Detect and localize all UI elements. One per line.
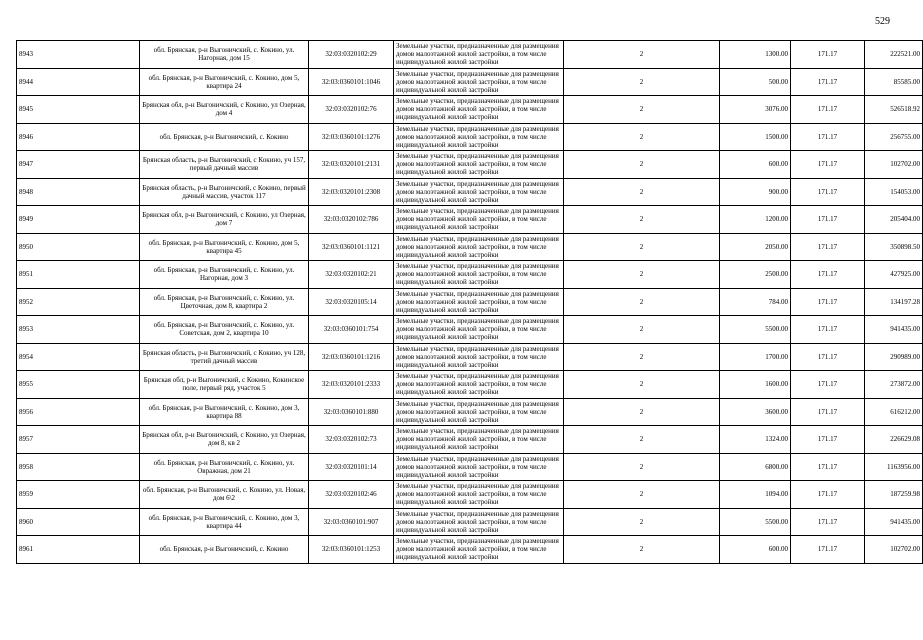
table-row xyxy=(17,371,923,399)
area-cell: 2050.00 xyxy=(720,233,791,261)
cadastral-number-cell: 32:03:0320102:73 xyxy=(309,426,394,454)
row-number-cell: 8946 xyxy=(17,123,140,151)
table-row xyxy=(17,288,923,316)
land-purpose-cell: Земельные участки, предназначенные для размещения домов малоэтажной жилой застройки, в том числе индивидуальной жилой застройки xyxy=(394,233,564,261)
address-cell: обл. Брянская, р-н Выгоничский, с. Кокино xyxy=(140,123,309,151)
specific-value-cell: 171.17 xyxy=(791,96,865,124)
area-cell: 784.00 xyxy=(720,288,791,316)
area-cell: 1200.00 xyxy=(720,206,791,234)
table-row xyxy=(17,96,923,124)
table-row xyxy=(17,206,923,234)
cadastral-value-cell: 941435.00 xyxy=(865,316,923,344)
area-cell: 1324.00 xyxy=(720,426,791,454)
row-number-cell: 8956 xyxy=(17,398,140,426)
address-cell: Брянская обл, р-н Выгоничский, с Кокино, ул Озерная, дом 7 xyxy=(140,206,309,234)
cadastral-number-cell: 32:03:0320102:21 xyxy=(309,261,394,289)
group-cell: 2 xyxy=(564,178,720,206)
group-cell: 2 xyxy=(564,371,720,399)
group-cell: 2 xyxy=(564,96,720,124)
row-number-cell: 8959 xyxy=(17,481,140,509)
specific-value-cell: 171.17 xyxy=(791,288,865,316)
row-number-cell: 8961 xyxy=(17,536,140,564)
area-cell: 1700.00 xyxy=(720,343,791,371)
table-row xyxy=(17,398,923,426)
cadastral-number-cell: 32:03:0320101:2308 xyxy=(309,178,394,206)
land-purpose-cell: Земельные участки, предназначенные для размещения домов малоэтажной жилой застройки, в том числе индивидуальной жилой застройки xyxy=(394,371,564,399)
address-cell: обл. Брянская, р-н Выгоничский, с. Кокино, ул. Цветочная, дом 8, квартира 2 xyxy=(140,288,309,316)
row-number-cell: 8960 xyxy=(17,508,140,536)
row-number-cell: 8950 xyxy=(17,233,140,261)
group-cell: 2 xyxy=(564,288,720,316)
cadastral-number-cell: 32:03:0360101:1276 xyxy=(309,123,394,151)
address-cell: обл. Брянская, р-н Выгоничский, с. Кокино, ул. Овражная, дом 21 xyxy=(140,453,309,481)
land-purpose-cell: Земельные участки, предназначенные для размещения домов малоэтажной жилой застройки, в том числе индивидуальной жилой застройки xyxy=(394,398,564,426)
specific-value-cell: 171.17 xyxy=(791,123,865,151)
address-cell: Брянская обл, р-н Выгоничский, с Кокино, ул Озерная, дом 8, кв 2 xyxy=(140,426,309,454)
address-cell: обл. Брянская, р-н Выгоничский, с. Кокино, ул. Новая, дом 6\2 xyxy=(140,481,309,509)
group-cell: 2 xyxy=(564,398,720,426)
land-purpose-cell: Земельные участки, предназначенные для размещения домов малоэтажной жилой застройки, в том числе индивидуальной жилой застройки xyxy=(394,508,564,536)
area-cell: 500.00 xyxy=(720,68,791,96)
table-row xyxy=(17,536,923,564)
cadastral-number-cell: 32:03:0360101:1253 xyxy=(309,536,394,564)
group-cell: 2 xyxy=(564,508,720,536)
specific-value-cell: 171.17 xyxy=(791,151,865,179)
address-cell: обл. Брянская, р-н Выгоничский, с. Кокино, ул. Советская, дом 2, квартира 10 xyxy=(140,316,309,344)
area-cell: 6800.00 xyxy=(720,453,791,481)
cadastral-value-cell: 941435.00 xyxy=(865,508,923,536)
table-row xyxy=(17,261,923,289)
specific-value-cell: 171.17 xyxy=(791,536,865,564)
table-row xyxy=(17,68,923,96)
land-purpose-cell: Земельные участки, предназначенные для размещения домов малоэтажной жилой застройки, в том числе индивидуальной жилой застройки xyxy=(394,123,564,151)
address-cell: Брянская область, р-н Выгоничский, с Кокино, уч 157, первый дачный массив xyxy=(140,151,309,179)
land-purpose-cell: Земельные участки, предназначенные для размещения домов малоэтажной жилой застройки, в том числе индивидуальной жилой застройки xyxy=(394,288,564,316)
table-row xyxy=(17,151,923,179)
land-purpose-cell: Земельные участки, предназначенные для размещения домов малоэтажной жилой застройки, в том числе индивидуальной жилой застройки xyxy=(394,316,564,344)
cadastral-number-cell: 32:03:0360101:754 xyxy=(309,316,394,344)
row-number-cell: 8954 xyxy=(17,343,140,371)
cadastral-number-cell: 32:03:0320101:2333 xyxy=(309,371,394,399)
table-row xyxy=(17,41,923,69)
area-cell: 2500.00 xyxy=(720,261,791,289)
cadastral-number-cell: 32:03:0360101:1046 xyxy=(309,68,394,96)
cadastral-number-cell: 32:03:0320101:2131 xyxy=(309,151,394,179)
group-cell: 2 xyxy=(564,481,720,509)
specific-value-cell: 171.17 xyxy=(791,426,865,454)
cadastral-value-cell: 350898.50 xyxy=(865,233,923,261)
area-cell: 600.00 xyxy=(720,151,791,179)
land-purpose-cell: Земельные участки, предназначенные для размещения домов малоэтажной жилой застройки, в том числе индивидуальной жилой застройки xyxy=(394,261,564,289)
cadastral-number-cell: 32:03:0320105:14 xyxy=(309,288,394,316)
land-purpose-cell: Земельные участки, предназначенные для размещения домов малоэтажной жилой застройки, в том числе индивидуальной жилой застройки xyxy=(394,343,564,371)
table-row xyxy=(17,453,923,481)
area-cell: 3076.00 xyxy=(720,96,791,124)
row-number-cell: 8943 xyxy=(17,41,140,69)
row-number-cell: 8955 xyxy=(17,371,140,399)
group-cell: 2 xyxy=(564,68,720,96)
land-purpose-cell: Земельные участки, предназначенные для размещения домов малоэтажной жилой застройки, в том числе индивидуальной жилой застройки xyxy=(394,206,564,234)
specific-value-cell: 171.17 xyxy=(791,398,865,426)
cadastral-value-cell: 205404.00 xyxy=(865,206,923,234)
group-cell: 2 xyxy=(564,41,720,69)
cadastral-value-cell: 616212.00 xyxy=(865,398,923,426)
cadastral-value-cell: 222521.00 xyxy=(865,41,923,69)
land-purpose-cell: Земельные участки, предназначенные для размещения домов малоэтажной жилой застройки, в том числе индивидуальной жилой застройки xyxy=(394,453,564,481)
land-purpose-cell: Земельные участки, предназначенные для размещения домов малоэтажной жилой застройки, в том числе индивидуальной жилой застройки xyxy=(394,426,564,454)
land-purpose-cell: Земельные участки, предназначенные для размещения домов малоэтажной жилой застройки, в том числе индивидуальной жилой застройки xyxy=(394,536,564,564)
row-number-cell: 8945 xyxy=(17,96,140,124)
group-cell: 2 xyxy=(564,233,720,261)
area-cell: 5500.00 xyxy=(720,316,791,344)
page-number: 529 xyxy=(875,16,890,27)
group-cell: 2 xyxy=(564,206,720,234)
cadastral-value-cell: 526518.92 xyxy=(865,96,923,124)
group-cell: 2 xyxy=(564,261,720,289)
row-number-cell: 8944 xyxy=(17,68,140,96)
table-row xyxy=(17,316,923,344)
cadastral-value-cell: 85585.00 xyxy=(865,68,923,96)
area-cell: 3600.00 xyxy=(720,398,791,426)
address-cell: обл. Брянская, р-н Выгоничский, с. Кокино, дом 5, квартира 24 xyxy=(140,68,309,96)
cadastral-value-table xyxy=(16,40,923,564)
address-cell: обл. Брянская, р-н Выгоничский, с. Кокино, дом 3, квартира 44 xyxy=(140,508,309,536)
cadastral-number-cell: 32:03:0320102:46 xyxy=(309,481,394,509)
address-cell: Брянская область, р-н Выгоничский, с Кокино, уч 128, третий дачный массив xyxy=(140,343,309,371)
cadastral-value-cell: 102702.00 xyxy=(865,536,923,564)
row-number-cell: 8952 xyxy=(17,288,140,316)
group-cell: 2 xyxy=(564,123,720,151)
table-row xyxy=(17,481,923,509)
area-cell: 1094.00 xyxy=(720,481,791,509)
table-row xyxy=(17,123,923,151)
row-number-cell: 8958 xyxy=(17,453,140,481)
group-cell: 2 xyxy=(564,426,720,454)
area-cell: 1500.00 xyxy=(720,123,791,151)
specific-value-cell: 171.17 xyxy=(791,508,865,536)
group-cell: 2 xyxy=(564,453,720,481)
specific-value-cell: 171.17 xyxy=(791,41,865,69)
area-cell: 600.00 xyxy=(720,536,791,564)
land-purpose-cell: Земельные участки, предназначенные для размещения домов малоэтажной жилой застройки, в том числе индивидуальной жилой застройки xyxy=(394,481,564,509)
specific-value-cell: 171.17 xyxy=(791,481,865,509)
cadastral-value-cell: 427925.00 xyxy=(865,261,923,289)
row-number-cell: 8947 xyxy=(17,151,140,179)
address-cell: обл. Брянская, р-н Выгоничский, с. Кокино, дом 3, квартира 88 xyxy=(140,398,309,426)
cadastral-number-cell: 32:03:0320101:14 xyxy=(309,453,394,481)
cadastral-value-cell: 102702.00 xyxy=(865,151,923,179)
group-cell: 2 xyxy=(564,151,720,179)
specific-value-cell: 171.17 xyxy=(791,261,865,289)
row-number-cell: 8949 xyxy=(17,206,140,234)
table-body xyxy=(17,41,923,564)
area-cell: 1300.00 xyxy=(720,41,791,69)
table-row xyxy=(17,233,923,261)
cadastral-value-cell: 273872.00 xyxy=(865,371,923,399)
land-purpose-cell: Земельные участки, предназначенные для размещения домов малоэтажной жилой застройки, в том числе индивидуальной жилой застройки xyxy=(394,178,564,206)
address-cell: Брянская область, р-н Выгоничский, с Кокино, первый дачный массив, участок 117 xyxy=(140,178,309,206)
specific-value-cell: 171.17 xyxy=(791,233,865,261)
land-purpose-cell: Земельные участки, предназначенные для размещения домов малоэтажной жилой застройки, в том числе индивидуальной жилой застройки xyxy=(394,68,564,96)
cadastral-number-cell: 32:03:0320102:29 xyxy=(309,41,394,69)
specific-value-cell: 171.17 xyxy=(791,453,865,481)
area-cell: 1600.00 xyxy=(720,371,791,399)
cadastral-number-cell: 32:03:0360101:1121 xyxy=(309,233,394,261)
address-cell: обл. Брянская, р-н Выгоничский, с. Кокино, дом 5, квартира 45 xyxy=(140,233,309,261)
row-number-cell: 8948 xyxy=(17,178,140,206)
specific-value-cell: 171.17 xyxy=(791,206,865,234)
table-row xyxy=(17,178,923,206)
cadastral-value-cell: 1163956.00 xyxy=(865,453,923,481)
group-cell: 2 xyxy=(564,536,720,564)
land-purpose-cell: Земельные участки, предназначенные для размещения домов малоэтажной жилой застройки, в том числе индивидуальной жилой застройки xyxy=(394,41,564,69)
address-cell: обл. Брянская, р-н Выгоничский, с. Кокино xyxy=(140,536,309,564)
address-cell: обл. Брянская, р-н Выгоничский, с. Кокино, ул. Нагорная, дом 3 xyxy=(140,261,309,289)
cadastral-value-cell: 290989.00 xyxy=(865,343,923,371)
group-cell: 2 xyxy=(564,316,720,344)
specific-value-cell: 171.17 xyxy=(791,371,865,399)
address-cell: обл. Брянская, р-н Выгоничский, с. Кокино, ул. Нагорная, дом 15 xyxy=(140,41,309,69)
cadastral-number-cell: 32:03:0360101:907 xyxy=(309,508,394,536)
address-cell: Брянская обл, р-н Выгоничский, с Кокино, ул Озерная, дом 4 xyxy=(140,96,309,124)
land-purpose-cell: Земельные участки, предназначенные для размещения домов малоэтажной жилой застройки, в том числе индивидуальной жилой застройки xyxy=(394,151,564,179)
cadastral-value-cell: 154053.00 xyxy=(865,178,923,206)
row-number-cell: 8957 xyxy=(17,426,140,454)
table-row xyxy=(17,508,923,536)
specific-value-cell: 171.17 xyxy=(791,316,865,344)
area-cell: 5500.00 xyxy=(720,508,791,536)
cadastral-number-cell: 32:03:0360101:880 xyxy=(309,398,394,426)
cadastral-number-cell: 32:03:0320102:76 xyxy=(309,96,394,124)
cadastral-number-cell: 32:03:0360101:1216 xyxy=(309,343,394,371)
group-cell: 2 xyxy=(564,343,720,371)
cadastral-value-cell: 256755.00 xyxy=(865,123,923,151)
row-number-cell: 8953 xyxy=(17,316,140,344)
specific-value-cell: 171.17 xyxy=(791,178,865,206)
table-row xyxy=(17,343,923,371)
specific-value-cell: 171.17 xyxy=(791,343,865,371)
area-cell: 900.00 xyxy=(720,178,791,206)
land-purpose-cell: Земельные участки, предназначенные для размещения домов малоэтажной жилой застройки, в том числе индивидуальной жилой застройки xyxy=(394,96,564,124)
cadastral-number-cell: 32:03:0320102:786 xyxy=(309,206,394,234)
cadastral-value-cell: 226629.08 xyxy=(865,426,923,454)
address-cell: Брянская обл, р-н Выгоничский, с Кокино, Кокинское поле, первый ряд, участок 5 xyxy=(140,371,309,399)
cadastral-value-cell: 134197.28 xyxy=(865,288,923,316)
row-number-cell: 8951 xyxy=(17,261,140,289)
cadastral-value-cell: 187259.98 xyxy=(865,481,923,509)
table-row xyxy=(17,426,923,454)
specific-value-cell: 171.17 xyxy=(791,68,865,96)
